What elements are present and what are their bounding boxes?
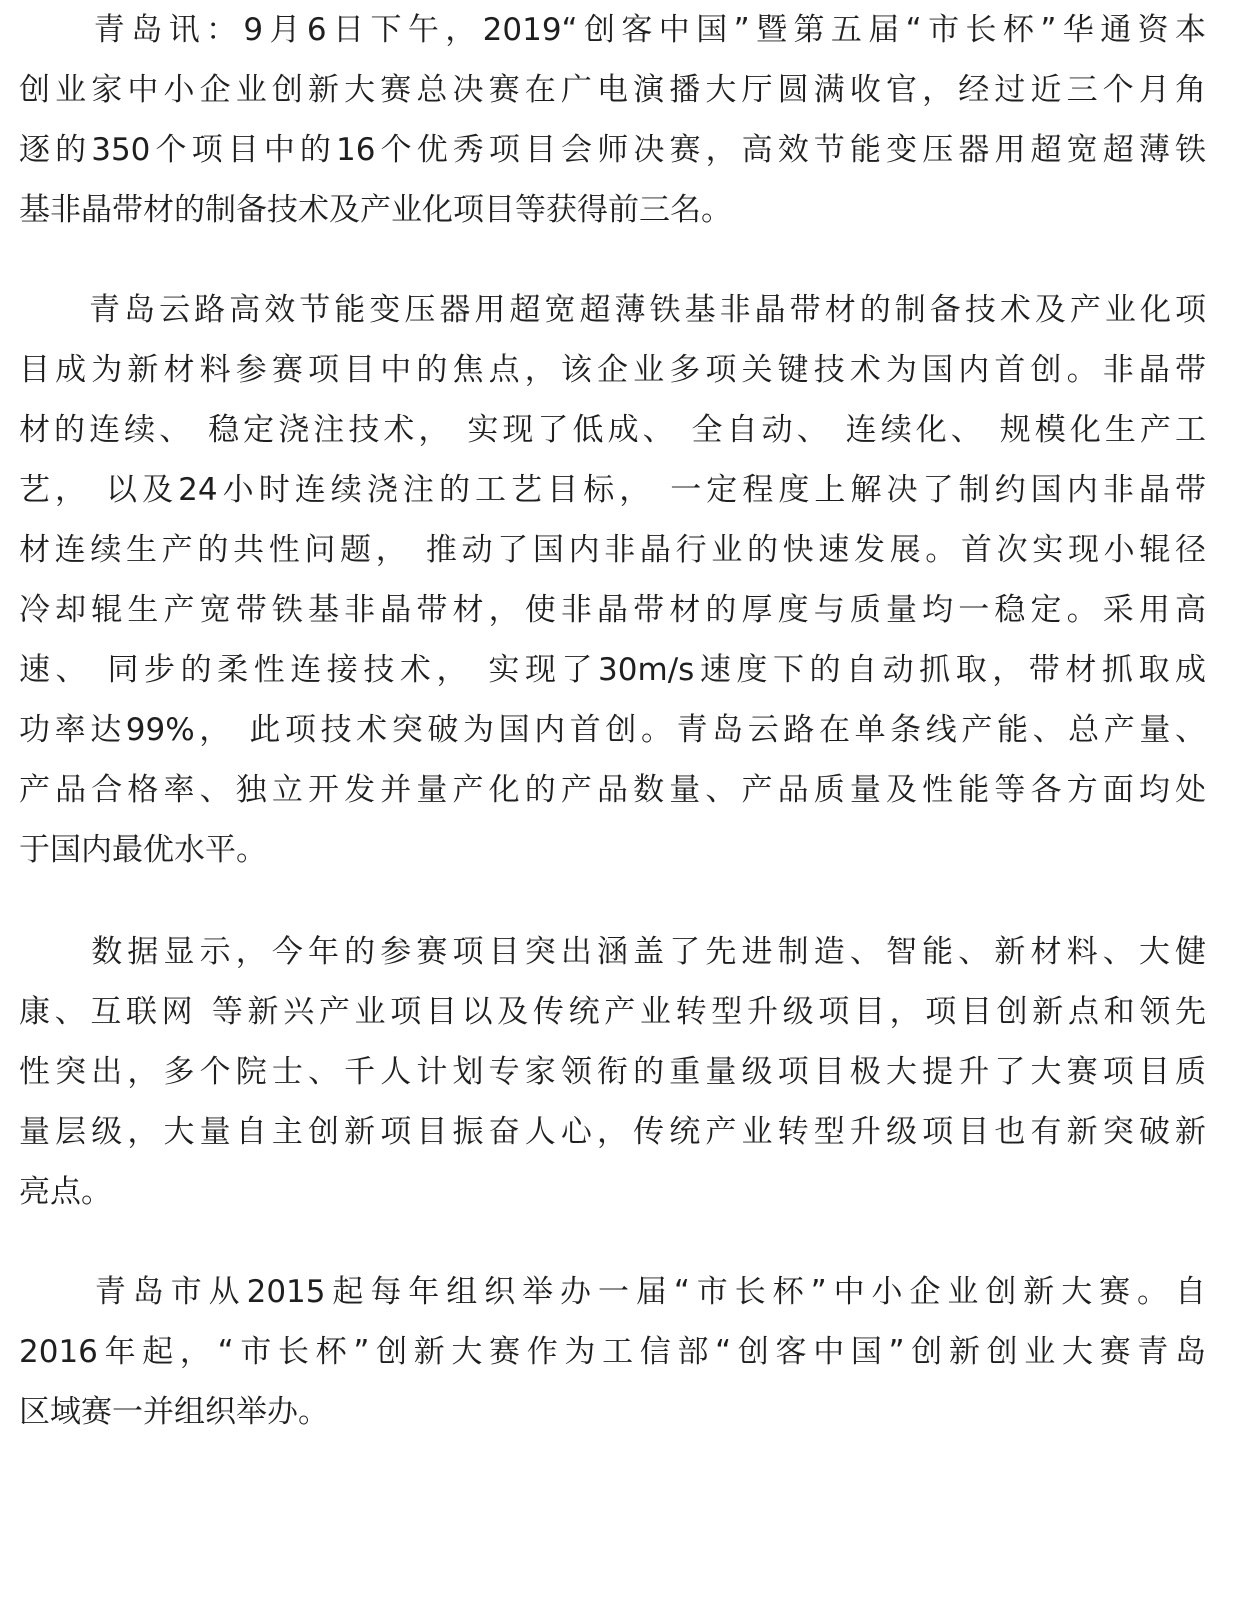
text-line: 产品合格率、独立开发并量产化的产品数量、产品质量及性能等各方面均处 [19, 772, 1206, 808]
text-line: 性突出，多个院士、千人计划专家领衔的重量级项目极大提升了大赛项目质 [19, 1054, 1206, 1090]
text-line: 艺， 以及24小时连续浇注的工艺目标， 一定程度上解决了制约国内非晶带 [19, 472, 1206, 508]
text-line: 材连续生产的共性问题， 推动了国内非晶行业的快速发展。首次实现小辊径 [19, 532, 1206, 568]
text-line: 青岛云路高效节能变压器用超宽超薄铁基非晶带材的制备技术及产业化项 [19, 292, 1206, 328]
text-line: 冷却辊生产宽带铁基非晶带材，使非晶带材的厚度与质量均一稳定。采用高 [19, 592, 1206, 628]
paragraph-2 [19, 280, 1206, 880]
paragraph-3 [19, 922, 1206, 1222]
text-line: 创业家中小企业创新大赛总决赛在广电演播大厅圆满收官，经过近三个月角 [19, 72, 1206, 108]
text-line: 康、互联网 等新兴产业项目以及传统产业转型升级项目，项目创新点和领先 [19, 994, 1206, 1030]
text-line: 数据显示，今年的参赛项目突出涵盖了先进制造、智能、新材料、大健 [19, 934, 1206, 970]
text-line: 目成为新材料参赛项目中的焦点，该企业多项关键技术为国内首创。非晶带 [19, 352, 1206, 388]
text-line: 材的连续、 稳定浇注技术， 实现了低成、 全自动、 连续化、 规模化生产工 [19, 412, 1206, 448]
text-line: 青岛市从2015起每年组织举办一届“市长杯”中小企业创新大赛。自 [19, 1274, 1206, 1310]
text-line: 2016年起，“市长杯”创新大赛作为工信部“创客中国”创新创业大赛青岛 [19, 1334, 1206, 1370]
text-line: 于国内最优水平。 [19, 832, 267, 868]
paragraph-4 [19, 1262, 1206, 1442]
paragraph-1 [19, 0, 1206, 240]
text-line: 逐的350个项目中的16个优秀项目会师决赛，高效节能变压器用超宽超薄铁 [19, 132, 1206, 168]
text-line: 青岛讯：9月6日下午，2019“创客中国”暨第五届“市长杯”华通资本 [19, 12, 1206, 48]
text-line: 功率达99%， 此项技术突破为国内首创。青岛云路在单条线产能、总产量、 [19, 712, 1206, 748]
text-line: 速、 同步的柔性连接技术， 实现了30m/s速度下的自动抓取，带材抓取成 [19, 652, 1206, 688]
text-line: 区域赛一并组织举办。 [19, 1394, 329, 1430]
text-line: 基非晶带材的制备技术及产业化项目等获得前三名。 [19, 192, 732, 228]
text-line: 亮点。 [19, 1174, 112, 1210]
text-line: 量层级，大量自主创新项目振奋人心，传统产业转型升级项目也有新突破新 [19, 1114, 1206, 1150]
